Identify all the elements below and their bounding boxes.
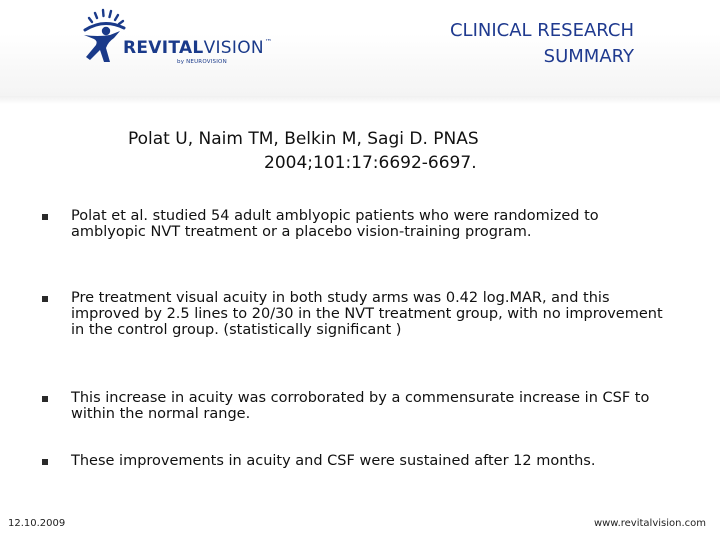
slide-title-line-2: SUMMARY	[543, 46, 634, 67]
bullet-text: Pre treatment visual acuity in both study arms was 0.42 log.MAR, and this improved by 2.5 lines to 20/30 in the NVT treatment group, with no improvement in the control group. (statistically significant )	[71, 290, 663, 338]
brand-name	[123, 38, 272, 58]
slide-header	[0, 0, 720, 96]
slide-title-line-1: CLINICAL RESEARCH	[449, 20, 634, 41]
square-bullet-icon	[42, 459, 48, 465]
brand-name-light: VISION	[203, 38, 264, 58]
brand-name-bold: REVITAL	[123, 38, 204, 58]
citation	[128, 127, 479, 175]
footer-website-link[interactable]: www.revitalvision.com	[593, 518, 706, 529]
square-bullet-icon	[42, 396, 48, 402]
citation-line-1: Polat U, Naim TM, Belkin M, Sagi D. PNAS	[128, 129, 479, 149]
citation-line-2: 2004;101:17:6692-6697.	[264, 153, 477, 173]
slide-title	[450, 18, 634, 70]
trademark-symbol: ™	[264, 38, 273, 46]
brand-byline: by NEUROVISION	[177, 59, 227, 65]
bullet-text: These improvements in acuity and CSF were sustained after 12 months.	[71, 453, 596, 469]
square-bullet-icon	[42, 296, 48, 302]
header-shadow	[0, 96, 720, 104]
bullet-text: This increase in acuity was corroborated by a commensurate increase in CSF to within the normal range.	[71, 390, 650, 422]
footer-date: 12.10.2009	[8, 518, 66, 529]
revitalvision-logo	[76, 4, 276, 74]
square-bullet-icon	[42, 214, 48, 220]
bullet-text: Polat et al. studied 54 adult amblyopic patients who were randomized to amblyopic NVT treatment or a placebo vision-training program.	[71, 208, 599, 240]
